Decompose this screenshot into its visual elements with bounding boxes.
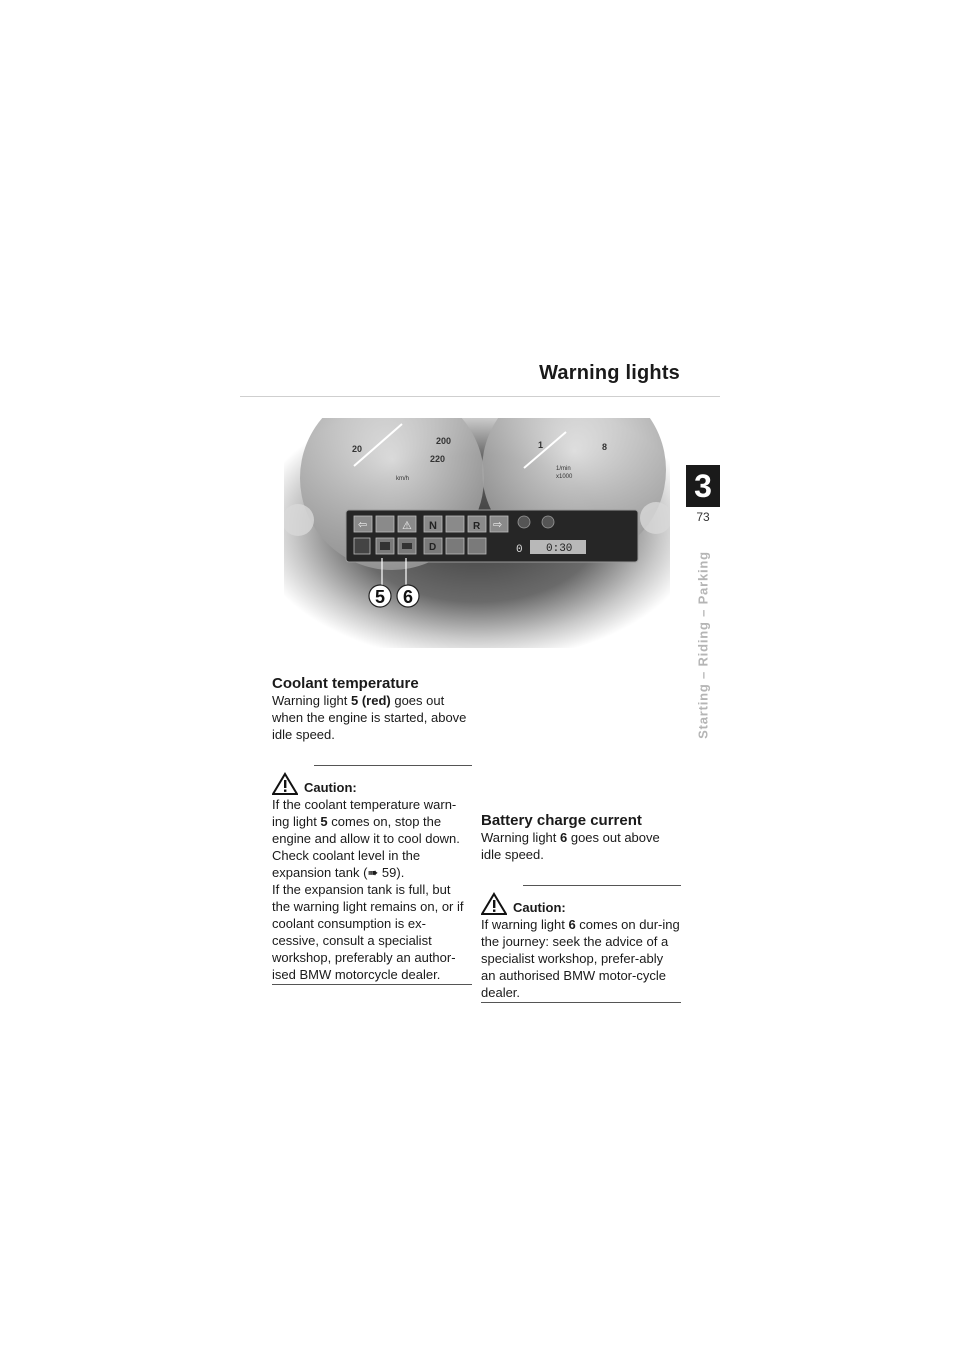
headlight-indicator: D	[429, 542, 437, 553]
coolant-warning-icon	[380, 542, 390, 550]
caution-divider	[523, 885, 681, 886]
turn-left-indicator-icon: ⇦	[358, 518, 368, 531]
speedo-tick: 20	[352, 444, 363, 454]
caution-header	[481, 892, 681, 916]
caution-divider	[314, 765, 472, 766]
turn-right-indicator-icon: ⇨	[493, 518, 503, 531]
battery-caution-text: If warning light 6 comes on dur-ing the journey: seek the advice of a specialist workshop, prefer-ably an authorised BMW motor-cycle dealer.	[481, 917, 680, 1000]
callout-5	[369, 585, 391, 607]
reserve-indicator: R	[473, 521, 481, 532]
speedo-tick: 220	[430, 454, 446, 464]
coolant-caution-text-2: Check coolant level in the expansion tank (➠ 59).	[272, 848, 421, 880]
hazard-indicator-icon: ⚠	[402, 519, 412, 532]
page-title: Warning lights	[539, 362, 680, 384]
svg-text:6: 6	[402, 587, 414, 607]
speedo-tick: 200	[436, 436, 452, 446]
display-gear: 0	[516, 544, 523, 556]
caution-label: Caution:	[513, 900, 566, 915]
caution-header	[272, 772, 472, 796]
chapter-tab: 3	[686, 465, 720, 507]
chapter-side-label: Starting – Riding – Parking	[695, 551, 711, 739]
svg-text:5: 5	[374, 587, 386, 607]
battery-intro: Warning light 6 goes out above idle speed.	[481, 830, 660, 862]
speedo-unit: km/h	[396, 476, 410, 482]
page-reference-arrow-icon: ➠	[367, 865, 379, 880]
caution-end-divider	[481, 1002, 681, 1003]
caution-end-divider	[272, 984, 472, 985]
caution-warning-icon	[481, 892, 507, 916]
coolant-section	[272, 675, 472, 985]
tacho-tick: 8	[602, 442, 608, 452]
tacho-unit: 1/min	[556, 466, 571, 472]
coolant-heading: Coolant temperature	[272, 675, 419, 692]
instrument-cluster-photo	[284, 418, 670, 648]
indicator-panel	[346, 510, 638, 562]
battery-section	[481, 812, 681, 1003]
coolant-caution-text-1: If the coolant temperature warn-ing light 5 comes on, stop the engine and allow it to cool down.	[272, 797, 460, 846]
display-clock: 0:30	[546, 543, 573, 555]
callout-6	[397, 585, 419, 607]
page-number: 73	[696, 510, 710, 524]
battery-warning-icon	[402, 543, 412, 549]
coolant-intro: Warning light 5 (red) goes out when the engine is started, above idle speed.	[272, 693, 467, 742]
caution-label: Caution:	[304, 780, 357, 795]
neutral-indicator: N	[429, 520, 437, 532]
title-divider	[240, 396, 720, 397]
caution-warning-icon	[272, 772, 298, 796]
tacho-unit: x1000	[556, 474, 573, 480]
battery-heading: Battery charge current	[481, 812, 642, 829]
tacho-tick: 1	[538, 440, 544, 450]
coolant-caution-text-3: If the expansion tank is full, but the warning light remains on, or if coolant consumption is ex-cessive, consult a specialist workshop, preferably an author-ised BMW motorcycle dealer.	[272, 882, 464, 982]
